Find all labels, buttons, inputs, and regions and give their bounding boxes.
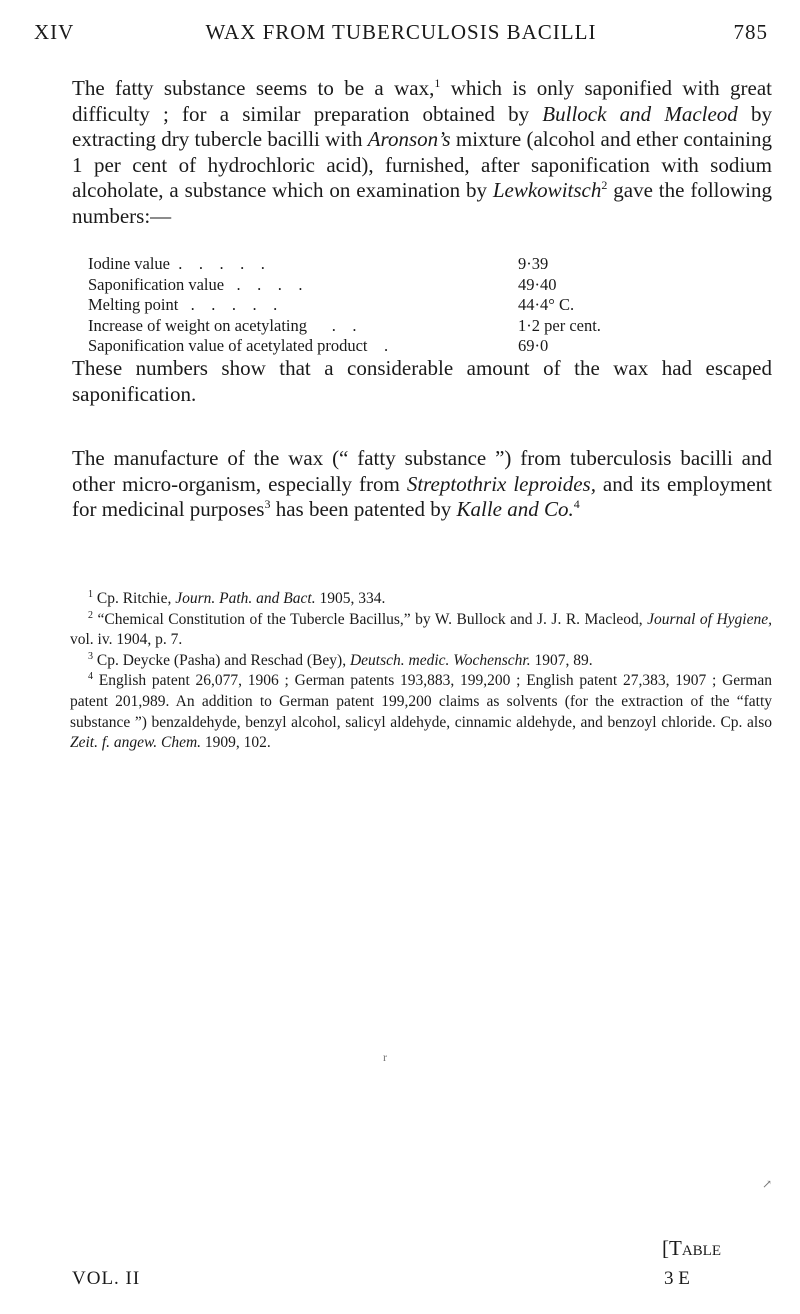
row-value: 1·2 per cent. — [518, 315, 601, 335]
row-label: Saponification value . . . . — [88, 274, 303, 294]
stray-mark: ↗ — [762, 1177, 773, 1191]
stray-mark: r — [383, 1050, 387, 1064]
volume-signature: VOL. II — [72, 1268, 141, 1289]
gathering-signature: 3 E — [664, 1268, 690, 1289]
footnote-3: $^3$ Cp. Deycke (Pasha) and Reschad (Bey), Deutsch. medic. Wochenschr. 1907, 89. — [88, 650, 593, 669]
table-row — [88, 336, 748, 357]
page-number: 785 — [733, 20, 768, 44]
footnote-2: $^2$ “Chemical Constitution of the Tubercle Bacillus,” by W. Bullock and J. J. R. Macleod, Journal of Hygiene, vol. iv. 1904, p. 7. — [70, 609, 772, 649]
text-run: and its employment for medicinal purposes — [72, 471, 772, 521]
footnotes — [70, 589, 772, 754]
footnote-ref-1: 1 — [434, 76, 441, 90]
row-label: Iodine value . . . . . — [88, 254, 265, 273]
footnote-4: $^4$ English patent 26,077, 1906 ; German patents 193,883, 199,200 ; English patent 27,383, 1907 ; German patent 201,989. An addition to German patent 199,200 claims as solvents (for the extraction of the “fatty substance ”) benzaldehyde, benzyl alcohol, salicyl aldehyde, cinnamic aldehyde, and benzoyl chloride. Cp. also Zeit. f. angew. Chem. 1909, 102. — [70, 671, 772, 752]
text-run: has been patented by — [270, 497, 457, 521]
text-run: by extracting dry tubercle bacilli with — [72, 101, 772, 151]
chapter-number: XIV — [34, 20, 75, 44]
italic-lewkowitsch: Lewkowitsch — [492, 178, 602, 202]
wax-numbers-table — [88, 254, 748, 357]
row-label: Increase of weight on acetylating . . — [88, 315, 357, 335]
text-run: which is only saponified with great difficulty ; for a similar preparation obtained by — [72, 76, 772, 126]
running-title: WAX FROM TUBERCULOSIS BACILLI — [205, 20, 597, 44]
row-value: 9·39 — [518, 254, 549, 273]
running-header — [34, 20, 768, 46]
italic-authors: Bullock and Macleod — [542, 101, 738, 126]
table-row — [88, 254, 748, 275]
italic-aronson: Aronson’s — [367, 127, 451, 151]
paragraph-patent — [72, 446, 772, 523]
row-label: Melting point . . . . . — [88, 295, 278, 315]
paragraph-escaped-saponification: These numbers show that a considerable amount of the wax had escaped saponification. — [72, 356, 772, 406]
text-run: The manufacture of the wax (“ fatty substance ”) from tuberculosis bacilli and other micro-organism, especially from — [72, 446, 772, 496]
footnote-ref-2: 2 — [601, 178, 608, 192]
text-run: gave the following numbers:— — [72, 178, 772, 228]
row-label: Saponification value of acetylated product . — [88, 336, 389, 356]
paragraph-wax-saponification — [72, 76, 772, 229]
italic-company: Kalle and Co. — [456, 497, 574, 521]
text-run: mixture (alcohol and ether containing 1 per cent of hydrochloric acid), furnished, after saponification with sodium alcoholate, a substance which on examination by — [72, 127, 772, 202]
row-value: 49·40 — [518, 274, 557, 294]
table-row — [88, 295, 748, 316]
italic-species: Streptothrix leproides, — [406, 471, 596, 496]
row-value: 44·4° C. — [518, 295, 575, 315]
table-row — [88, 316, 748, 337]
catchword: [Table — [662, 1236, 721, 1260]
text-run: The fatty substance seems to be a wax, — [72, 76, 435, 100]
table-row — [88, 275, 748, 296]
footnote-1: $^1$ Cp. Ritchie, Journ. Path. and Bact. 1905, 334. — [88, 589, 386, 607]
row-value: 69·0 — [518, 336, 549, 356]
footnote-ref-4: 4 — [573, 497, 580, 511]
footnote-ref-3: 3 — [264, 497, 271, 511]
